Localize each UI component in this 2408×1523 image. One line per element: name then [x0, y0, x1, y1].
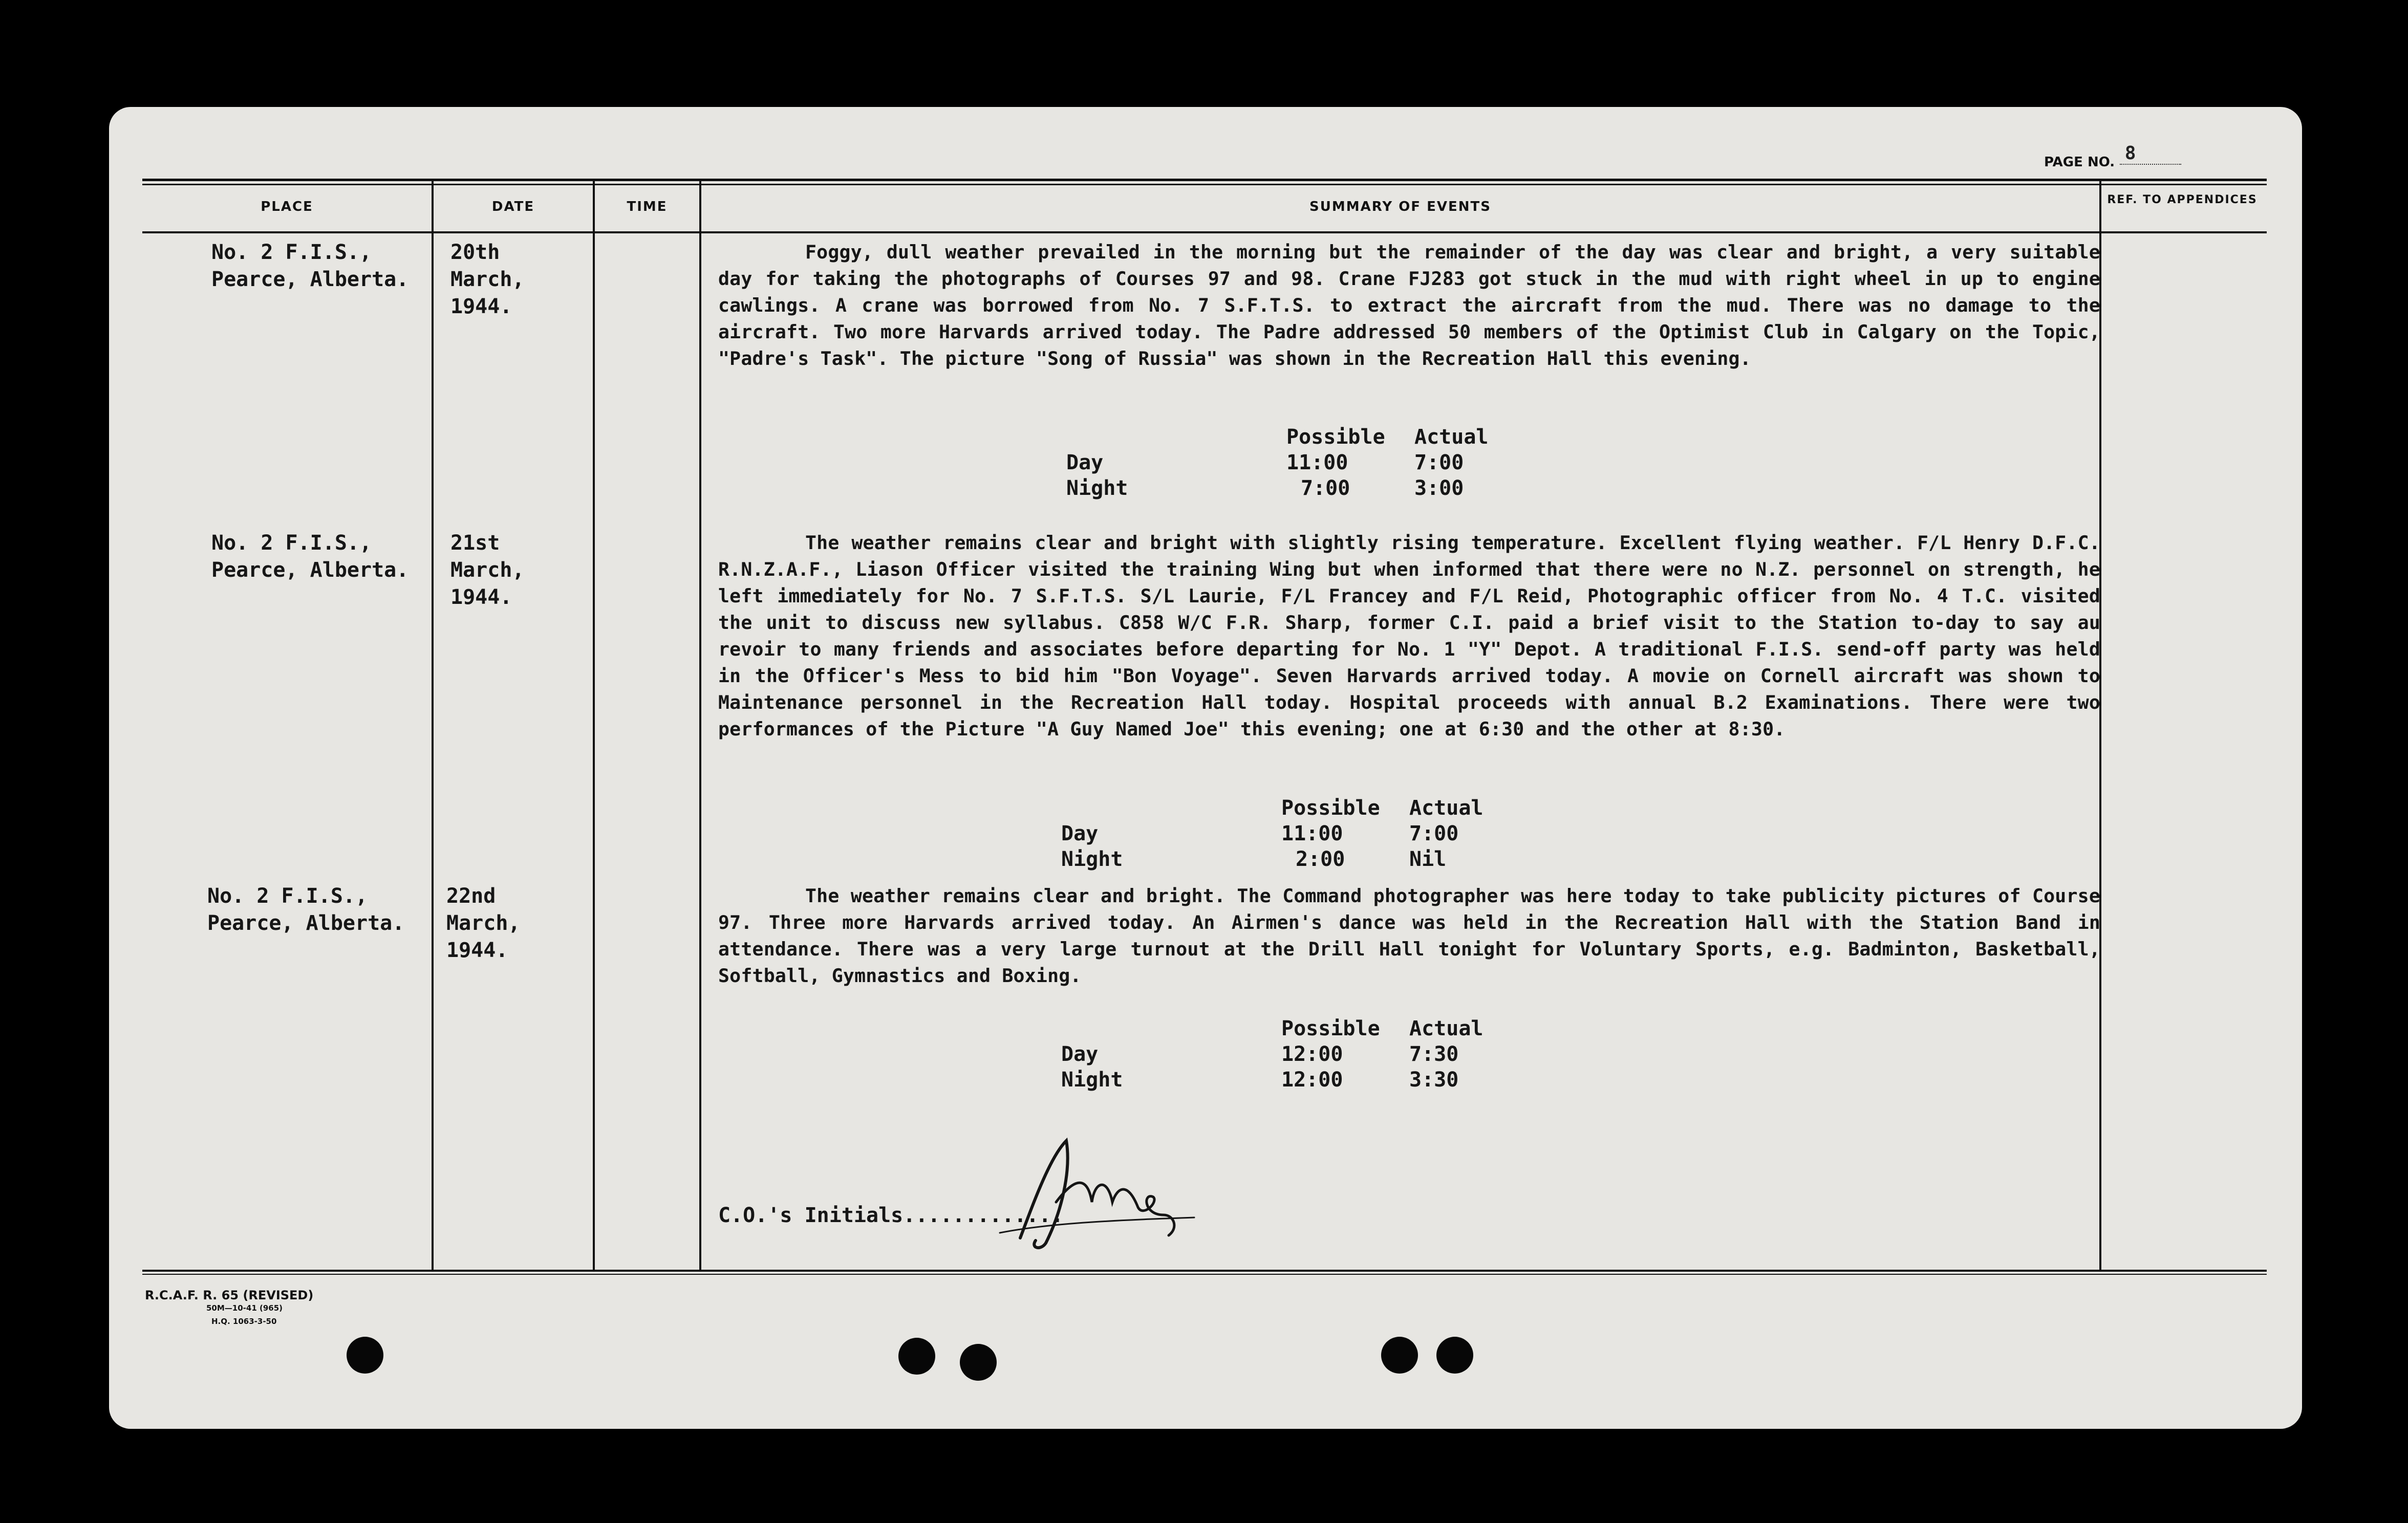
night-label: Night: [1061, 847, 1123, 871]
entry-3-place: [207, 883, 404, 937]
col-possible: Possible: [1281, 1017, 1380, 1040]
header-summary: SUMMARY OF EVENTS: [1309, 199, 1491, 214]
column-divider-time-summary: [699, 181, 701, 1271]
date-line-3: 1944.: [450, 585, 512, 609]
date-line-1: 21st: [450, 531, 500, 555]
day-actual: 7:00: [1414, 451, 1464, 474]
footer-second-rule: [142, 1274, 2267, 1275]
day-label: Day: [1066, 451, 1104, 474]
co-initials-label: C.O.'s Initials.............: [718, 1204, 1064, 1227]
entry-2-flying-hours: [1061, 795, 1537, 872]
place-line-2: Pearce, Alberta.: [211, 558, 409, 582]
form-print-code: 50M—10-41 (965): [206, 1303, 283, 1313]
footer-top-rule: [142, 1270, 2267, 1272]
place-line-2: Pearce, Alberta.: [207, 911, 405, 935]
place-line-2: Pearce, Alberta.: [211, 268, 409, 291]
signature-stroke-1: [1020, 1141, 1068, 1248]
day-label: Day: [1061, 822, 1099, 845]
night-possible: 7:00: [1301, 476, 1350, 500]
night-actual: 3:30: [1409, 1068, 1459, 1092]
place-line-1: No. 2 F.I.S.,: [211, 531, 372, 555]
form-hq-code: H.Q. 1063-3-50: [211, 1317, 277, 1326]
binder-hole-2: [898, 1338, 935, 1375]
header-time: TIME: [627, 199, 668, 214]
header-bottom-rule: [142, 231, 2267, 233]
day-label: Day: [1061, 1042, 1099, 1066]
entry-1-flying-hours: [1066, 424, 1542, 501]
col-actual: Actual: [1409, 796, 1483, 820]
binder-hole-3: [960, 1344, 997, 1381]
day-possible: 11:00: [1286, 451, 1348, 474]
night-possible: 12:00: [1281, 1068, 1343, 1092]
entry-1-place: [211, 239, 408, 293]
place-line-1: No. 2 F.I.S.,: [207, 884, 368, 908]
date-line-2: March,: [446, 911, 521, 935]
entry-2-summary: The weather remains clear and bright with slightly rising temperature. Excellent flying weather. F/L Henry D.F.C. R.N.Z.A.F., Liason Officer visited the training Wing but when informed that there were no N.Z. personnel on strength, he left immediately for No. 7 S.F.T.S. S/L Laurie, F/L Francey and F/L Reid, Photographic officer from No. 4 T.C. visited the unit to discuss new syllabus. C858 W/C F.R. Sharp, former C.I. paid a brief visit to the Station to-day to say au revoir to many friends and associates before departing for No. 1 "Y" Depot. A traditional F.I.S. send-off party was held in the Officer's Mess to bid him "Bon Voyage". Seven Harvards arrived today. A movie on Cornell aircraft was shown to Maintenance personnel in the Recreation Hall today. Hospital proceeds with annual B.2 Examinations. There were two performances of the Picture "A Guy Named Joe" this evening; one at 6:30 and the other at 8:30.: [718, 532, 2100, 740]
page-number: [2044, 143, 2181, 172]
form-number: R.C.A.F. R. 65 (REVISED): [145, 1288, 314, 1302]
entry-2-place: [211, 530, 408, 584]
date-line-3: 1944.: [446, 939, 508, 962]
page-number-value: 8: [2120, 143, 2181, 165]
col-possible: Possible: [1286, 425, 1385, 449]
date-line-1: 22nd: [446, 884, 496, 908]
night-label: Night: [1066, 476, 1128, 500]
date-line-2: March,: [450, 268, 525, 291]
binder-hole-1: [347, 1337, 383, 1374]
entry-3-date: [446, 883, 521, 964]
document-card: [109, 107, 2302, 1429]
header-date: DATE: [491, 199, 535, 214]
signature-stroke-2: [1056, 1183, 1174, 1235]
entry-3-summary: The weather remains clear and bright. The Command photographer was here today to take publicity pictures of Course 97. Three more Harvards arrived today. An Airmen's dance was held in the Recreation Hall with the Station Band in attendance. There was a very large turnout at the Drill Hall tonight for Voluntary Sports, e.g. Badminton, Basketball, Softball, Gymnastics and Boxing.: [718, 885, 2100, 987]
place-line-1: No. 2 F.I.S.,: [211, 241, 372, 264]
col-actual: Actual: [1414, 425, 1489, 449]
column-divider-place-date: [432, 181, 434, 1271]
entry-3-flying-hours: [1061, 1016, 1537, 1093]
day-actual: 7:30: [1409, 1042, 1459, 1066]
date-line-3: 1944.: [450, 295, 512, 318]
column-divider-date-time: [593, 181, 595, 1271]
col-possible: Possible: [1281, 796, 1380, 820]
entry-1-date: [450, 239, 525, 320]
date-line-2: March,: [450, 558, 525, 582]
header-top-rule: [142, 179, 2267, 181]
binder-hole-5: [1436, 1337, 1473, 1374]
col-actual: Actual: [1409, 1017, 1483, 1040]
header-place: PLACE: [261, 199, 313, 214]
header-second-rule: [142, 184, 2267, 185]
signature-stroke-3: [1000, 1217, 1194, 1233]
binder-hole-4: [1381, 1337, 1418, 1374]
header-ref-appendices: REF. TO APPENDICES: [2107, 193, 2258, 206]
day-actual: 7:00: [1409, 822, 1459, 845]
night-possible: 2:00: [1296, 847, 1345, 871]
day-possible: 11:00: [1281, 822, 1343, 845]
co-signature: [990, 1125, 1205, 1258]
night-label: Night: [1061, 1068, 1123, 1092]
night-actual: 3:00: [1414, 476, 1464, 500]
page-number-label: PAGE NO.: [2044, 155, 2115, 170]
night-actual: Nil: [1409, 847, 1447, 871]
entry-2-date: [450, 530, 525, 611]
date-line-1: 20th: [450, 241, 500, 264]
day-possible: 12:00: [1281, 1042, 1343, 1066]
entry-1-summary: Foggy, dull weather prevailed in the morning but the remainder of the day was clear and bright, a very suitable day for taking the photographs of Courses 97 and 98. Crane FJ283 got stuck in the mud with right wheel in up to engine cawlings. A crane was borrowed from No. 7 S.F.T.S. to extract the aircraft from the mud. There was no damage to the aircraft. Two more Harvards arrived today. The Padre addressed 50 members of the Optimist Club in Calgary on the Topic, "Padre's Task". The picture "Song of Russia" was shown in the Recreation Hall this evening.: [718, 241, 2100, 369]
